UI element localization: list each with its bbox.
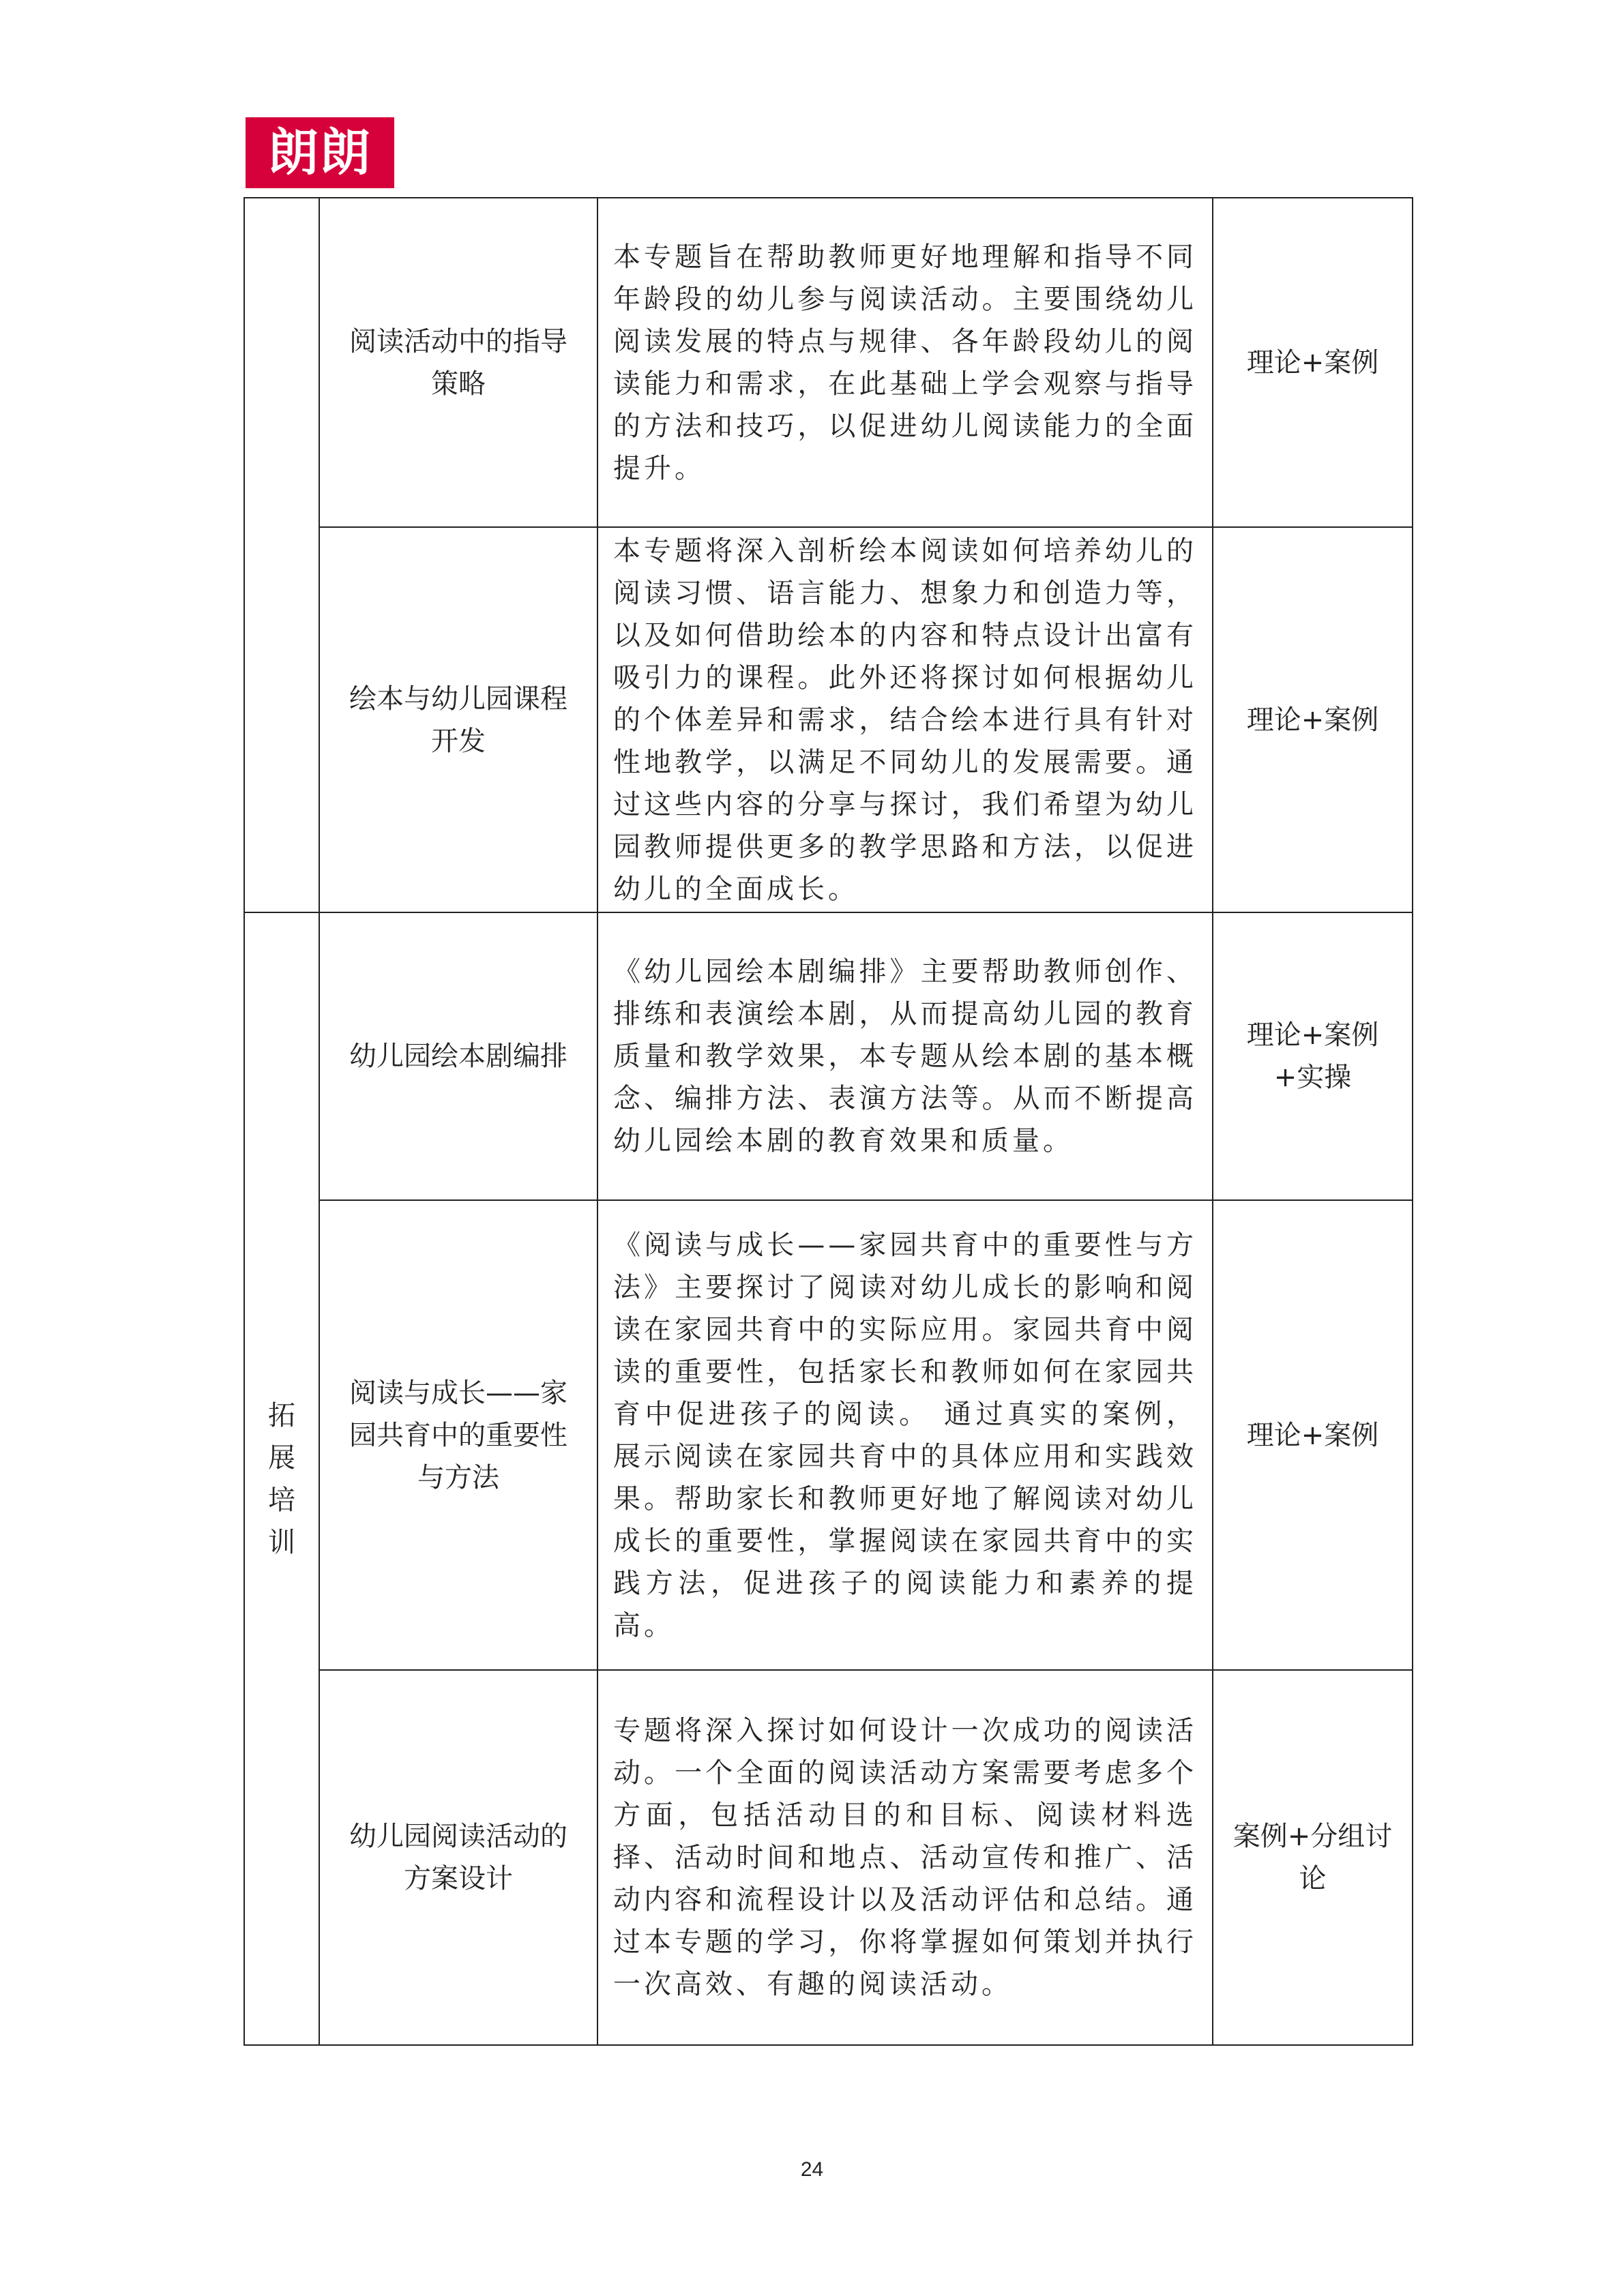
course-table [243, 197, 1413, 2046]
table-row [244, 1670, 1413, 2045]
method-cell: 理论+案例 [1213, 1200, 1413, 1670]
description-cell: 本专题将深入剖析绘本阅读如何培养幼儿的阅读习惯、语言能力、想象力和创造力等，以及如何借助绘本的内容和特点设计出富有吸引力的课程。此外还将探讨如何根据幼儿的个体差异和需求，结合绘本进行具有针对性地教学，以满足不同幼儿的发展需要。通过这些内容的分享与探讨，我们希望为幼儿园教师提供更多的教学思路和方法，以促进幼儿的全面成长。 [597, 527, 1213, 912]
page-number: 24 [800, 2158, 824, 2181]
table-row [244, 198, 1413, 527]
method-cell: 理论+案例 [1213, 198, 1413, 527]
method-cell: 案例+分组讨论 [1213, 1670, 1413, 2045]
topic-cell: 幼儿园阅读活动的方案设计 [319, 1670, 597, 2045]
table-row [244, 527, 1413, 912]
topic-cell: 阅读与成长——家园共育中的重要性与方法 [319, 1200, 597, 1670]
method-cell: 理论+案例 [1213, 527, 1413, 912]
description-cell: 《阅读与成长——家园共育中的重要性与方法》主要探讨了阅读对幼儿成长的影响和阅读在家园共育中的实际应用。家园共育中阅读的重要性，包括家长和教师如何在家园共育中促进孩子的阅读。 通过真实的案例，展示阅读在家园共育中的具体应用和实践效果。帮助家长和教师更好地了解阅读对幼儿成长的重要性，掌握阅读在家园共育中的实践方法，促进孩子的阅读能力和素养的提高。 [597, 1200, 1213, 1670]
table-row [244, 912, 1413, 1200]
topic-cell: 幼儿园绘本剧编排 [319, 912, 597, 1200]
category-label: 拓展培训 [268, 1399, 295, 1558]
topic-cell: 阅读活动中的指导策略 [319, 198, 597, 527]
description-cell: 《幼儿园绘本剧编排》主要帮助教师创作、排练和表演绘本剧，从而提高幼儿园的教育质量和教学效果，本专题从绘本剧的基本概念、编排方法、表演方法等。从而不断提高幼儿园绘本剧的教育效果和质量。 [597, 912, 1213, 1200]
category-cell [244, 198, 319, 912]
brand-logo: 朗朗 [246, 117, 394, 188]
topic-cell: 绘本与幼儿园课程开发 [319, 527, 597, 912]
description-cell: 专题将深入探讨如何设计一次成功的阅读活动。一个全面的阅读活动方案需要考虑多个方面，包括活动目的和目标、阅读材料选择、活动时间和地点、活动宣传和推广、活动内容和流程设计以及活动评估和总结。通过本专题的学习，你将掌握如何策划并执行一次高效、有趣的阅读活动。 [597, 1670, 1213, 2045]
category-cell [244, 912, 319, 2045]
method-cell: 理论+案例+实操 [1213, 912, 1413, 1200]
description-cell: 本专题旨在帮助教师更好地理解和指导不同年龄段的幼儿参与阅读活动。主要围绕幼儿阅读发展的特点与规律、各年龄段幼儿的阅读能力和需求，在此基础上学会观察与指导的方法和技巧，以促进幼儿阅读能力的全面提升。 [597, 198, 1213, 527]
table-row [244, 1200, 1413, 1670]
